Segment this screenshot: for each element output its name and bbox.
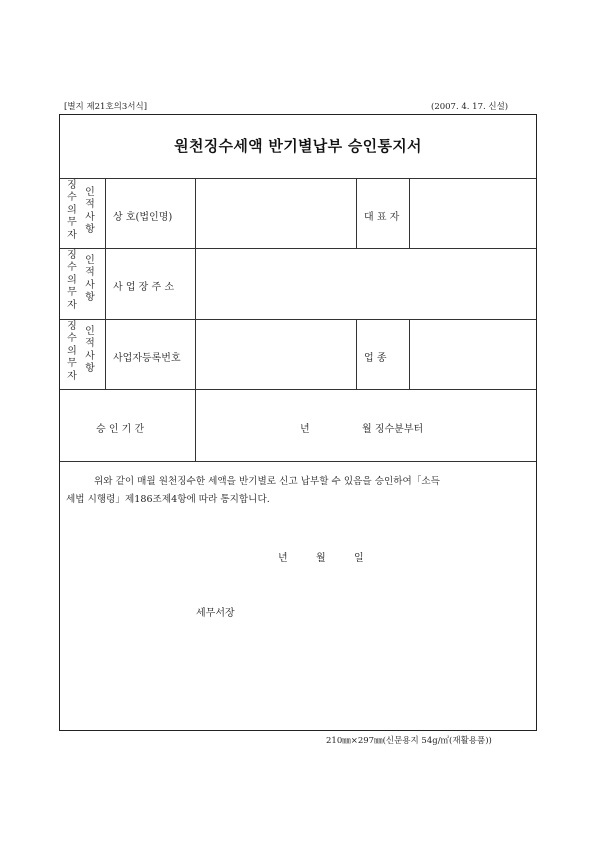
row2-label: 사 업 장 주 소: [113, 282, 175, 293]
row3-second-label: 업 종: [364, 353, 387, 364]
rule-row-2: [60, 319, 536, 320]
col-rule-second-label-right: [409, 178, 410, 248]
col-rule-label: [195, 178, 196, 461]
row1-second-value[interactable]: [416, 208, 532, 222]
row3-label: 사업자등록번호: [113, 353, 181, 364]
tax-office-signer: 세무서장: [196, 608, 235, 619]
rule-row-4: [60, 461, 536, 462]
statement-line-1: 위와 같이 매월 원천징수한 세액을 반기별로 신고 납부할 수 있음을 승인하여「소득: [94, 476, 440, 487]
rule-row-3: [60, 389, 536, 390]
col-rule-group: [105, 178, 106, 389]
date-month: 월: [316, 553, 326, 564]
col-rule-second-label-right-3: [409, 319, 410, 389]
revision-note: (2007. 4. 17. 신설): [431, 102, 509, 112]
rule-row-1: [60, 248, 536, 249]
row1-group-col2: 인적사항: [85, 187, 95, 236]
row1-label: 상 호(법인명): [113, 212, 173, 223]
row2-group-col1: 징수의무자: [67, 250, 77, 311]
date-day: 일: [354, 553, 364, 564]
col-rule-second-label-left-3: [356, 319, 357, 389]
form-number: [별지 제21호의3서식]: [64, 102, 148, 112]
col-rule-second-label-left: [356, 178, 357, 248]
approval-period-year: 년: [300, 424, 310, 435]
row1-group-col1: 징수의무자: [67, 180, 77, 241]
statement-line-2: 세법 시행령」제186조제4항에 따라 통지합니다.: [66, 494, 270, 505]
date-year: 년: [278, 553, 288, 564]
row1-value[interactable]: [202, 208, 352, 222]
row2-value[interactable]: [202, 278, 532, 292]
row2-group-col2: 인적사항: [85, 255, 95, 304]
approval-period-month-field[interactable]: [316, 420, 356, 434]
approval-period-year-field[interactable]: [210, 420, 298, 434]
approval-period-month-from: 월 징수분부터: [362, 424, 424, 435]
document-title: 원천징수세액 반기별납부 승인통지서: [174, 137, 422, 155]
row3-second-value[interactable]: [416, 349, 532, 363]
approval-period-label: 승 인 기 간: [96, 424, 145, 435]
rule-top-table: [60, 178, 536, 179]
row3-value[interactable]: [202, 349, 352, 363]
row3-group-col2: 인적사항: [85, 326, 95, 375]
row3-group-col1: 징수의무자: [67, 321, 77, 382]
approval-notice-form: [59, 114, 537, 731]
paper-spec: 210㎜×297㎜(신문용지 54g/㎡(재활용품)): [326, 736, 492, 746]
row1-second-label: 대 표 자: [364, 212, 400, 223]
